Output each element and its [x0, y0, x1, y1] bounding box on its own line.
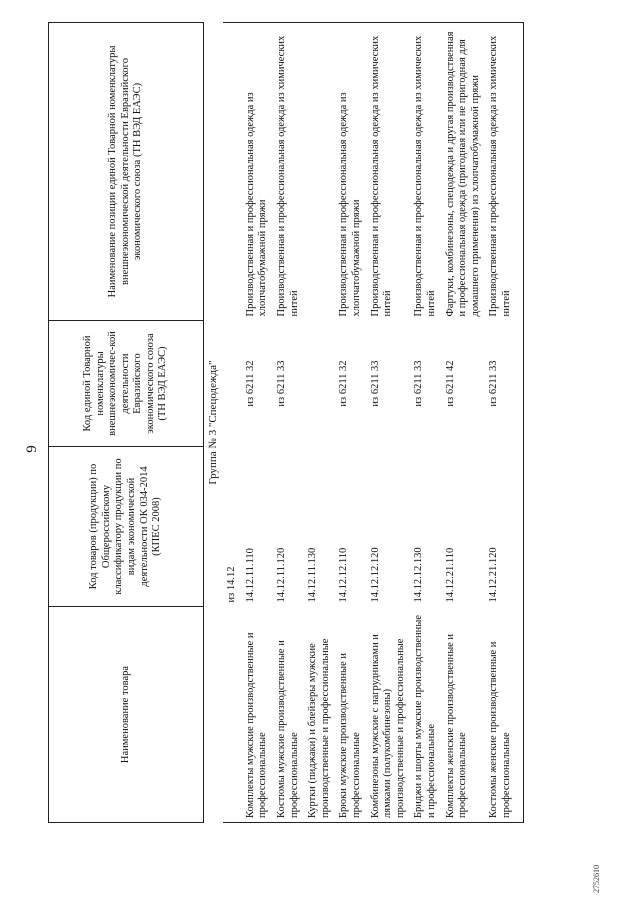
tnved-name-cell: Производственная и профессиональная одежда из химических нитей: [485, 23, 524, 321]
tnved-code-cell: из 6211 32: [244, 360, 256, 407]
goods-name-cell: Костюмы женские производственные и профессиональные: [485, 607, 524, 823]
header-tnved-code: Код единой Товарной номенклатуры внешнеэкономичес-кой деятельности Евразийского экономического союза (ТН ВЭД ЕАЭС): [49, 321, 204, 447]
tnved-code-cell: из 6211 33: [485, 321, 524, 447]
tnved-code-cell: из 6211 33: [275, 360, 287, 407]
goods-name-cell: Куртки (пиджаки) и блейзеры мужские производственные и профессиональные: [304, 607, 335, 823]
tnved-name-cell: Производственная и профессиональная одежда из химических нитей: [273, 23, 304, 321]
okpd-code-cell: 14.12.21.120: [485, 447, 524, 607]
table-row: [273, 23, 304, 823]
goods-name-cell: Бриджи и шорты мужские производственные и профессиональные: [410, 607, 441, 823]
header-okpd-code: Код товаров (продукции) по Общероссийскому классификатору продукции по видам экономической деятельности ОК 034-2014 (КПЕС 2008): [49, 447, 204, 607]
okpd-code-cell: 14.12.11.110: [244, 548, 256, 603]
goods-name-cell: Брюки мужские производственные и профессиональные: [335, 607, 366, 823]
group-code: из 14.12: [226, 566, 238, 603]
header-tnved-name: Наименование позиции единой Товарной номенклатуры внешнеэкономической деятельности Евразийского экономического союза (ТН ВЭД ЕАЭС): [49, 23, 204, 321]
table-row: [242, 23, 273, 823]
tnved-name-cell: Производственная и профессиональная одежда из хлопчатобумажной пряжи: [335, 23, 366, 321]
table-row: [410, 23, 441, 823]
tnved-name-cell: [304, 23, 335, 321]
okpd-code-cell: 14.12.12.120: [369, 547, 381, 603]
table-row: [485, 23, 524, 823]
okpd-code-cell: 14.12.21.110: [444, 547, 456, 603]
table-row: [442, 23, 486, 823]
goods-name-cell: Костюмы мужские производственные и профессиональные: [273, 607, 304, 823]
okpd-code-cell: 14.12.12.110: [338, 547, 350, 603]
okpd-code-cell: 14.12.11.130: [307, 547, 319, 603]
header-goods-name: Наименование товара: [49, 607, 204, 823]
group-title: Группа № 3 "Спецодежда": [207, 360, 219, 485]
okpd-code-cell: 14.12.11.120: [275, 547, 287, 603]
tnved-name-cell: Производственная и профессиональная одежда из химических нитей: [410, 23, 441, 321]
goods-name-cell: Комбинезоны мужские с нагрудниками и лямками (полукомбинезоны) производственные и профессиональные: [367, 607, 411, 823]
table-row: [335, 23, 366, 823]
tnved-code-cell: из 6211 42: [444, 360, 456, 407]
tnved-code-cell: из 6211 33: [369, 360, 381, 407]
goods-table: [48, 22, 524, 823]
okpd-code-cell: 14.12.12.130: [413, 547, 425, 603]
goods-name-cell: Комплекты женские производственные и профессиональные: [442, 607, 486, 823]
tnved-code-cell: [304, 321, 335, 447]
table-header-row: [49, 23, 204, 823]
tnved-name-cell: Производственная и профессиональная одежда из химических нитей: [367, 23, 411, 321]
tnved-code-cell: из 6211 32: [338, 360, 350, 407]
table-row: [367, 23, 411, 823]
tnved-name-cell: Фартуки, комбинезоны, спецодежда и другая производственная и профессиональная одежда (пригодная или не пригодная для домашнего применения) из хлопчатобумажной пряжи: [442, 23, 486, 321]
page-number: 9: [24, 445, 40, 453]
goods-name-cell: Комплекты мужские производственные и профессиональные: [242, 607, 273, 823]
document-code: 2752610: [592, 865, 601, 893]
tnved-name-cell: Производственная и профессиональная одежда из хлопчатобумажной пряжи: [242, 23, 273, 321]
group-code-row: [223, 23, 242, 823]
table-row: [304, 23, 335, 823]
tnved-code-cell: из 6211 33: [413, 360, 425, 407]
group-row: [204, 23, 224, 823]
